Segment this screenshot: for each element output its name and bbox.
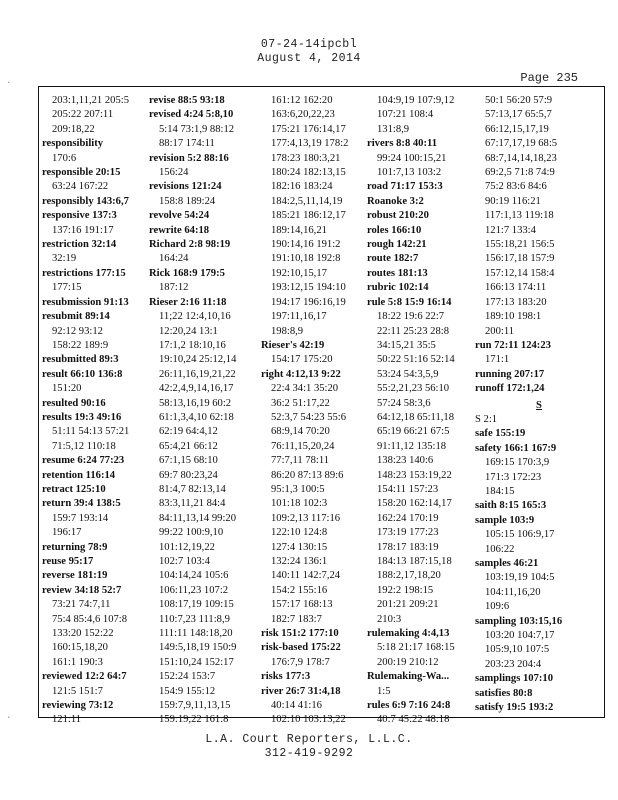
index-entry-continuation: 77:7,11 78:11 bbox=[271, 455, 330, 467]
index-entry: rubric 102:14 bbox=[367, 282, 429, 294]
index-entry: safe 155:19 bbox=[475, 428, 526, 440]
index-entry: right 4:12,13 9:22 bbox=[261, 368, 341, 380]
index-entry-continuation: 99:22 100:9,10 bbox=[159, 527, 224, 539]
index-entry-continuation: 11;22 12:4,10,16 bbox=[159, 311, 231, 323]
index-entry-continuation: 111:11 148:18,20 bbox=[159, 628, 233, 640]
index-entry: run 72:11 124:23 bbox=[475, 339, 551, 351]
index-entry-continuation: 205:22 207:11 bbox=[52, 109, 114, 121]
index-entry-continuation: 90:19 116:21 bbox=[485, 195, 541, 207]
footer-phone: 312-419-9292 bbox=[264, 747, 354, 760]
index-entry-continuation: 200:19 210:12 bbox=[377, 656, 439, 668]
index-entry-continuation: 127:4 130:15 bbox=[271, 541, 328, 553]
index-entry-continuation: 164:24 bbox=[159, 253, 189, 265]
index-entry-continuation: 161:1 190:3 bbox=[52, 656, 103, 668]
index-entry-continuation: 5:14 73:1,9 88:12 bbox=[159, 123, 235, 135]
index-entry-continuation: 137:16 191:17 bbox=[52, 224, 114, 236]
index-entry-continuation: 42:2,4,9,14,16,17 bbox=[159, 383, 234, 395]
index-entry-continuation: 175:21 176:14,17 bbox=[271, 123, 346, 135]
index-entry-continuation: 117:1,13 119:18 bbox=[485, 210, 554, 222]
index-entry-continuation: 148:23 153:19,22 bbox=[377, 469, 452, 481]
index-entry-continuation: 182:7 183:7 bbox=[271, 613, 322, 625]
index-entry-continuation: 191:10,18 192:8 bbox=[271, 253, 341, 265]
index-entry: satisfy 19:5 193:2 bbox=[475, 702, 554, 714]
index-entry-continuation: 57:24 58:3,6 bbox=[377, 397, 431, 409]
index-entry: returning 78:9 bbox=[42, 541, 108, 553]
index-entry-continuation: 152:24 153:7 bbox=[159, 671, 216, 683]
index-entry-continuation: 166:13 174:11 bbox=[485, 282, 547, 294]
index-entry-continuation: 171:1 bbox=[485, 354, 510, 366]
index-entry: running 207:17 bbox=[475, 368, 545, 380]
index-entry: S 2:1 bbox=[475, 413, 498, 425]
index-entry: rewrite 64:18 bbox=[149, 224, 210, 236]
index-entry-continuation: 61:1,3,4,10 62:18 bbox=[159, 411, 234, 423]
index-entry-continuation: 157:12,14 158:4 bbox=[485, 267, 555, 279]
index-entry: Rieser 2:16 11:18 bbox=[149, 296, 227, 308]
index-entry: resume 6:24 77:23 bbox=[42, 455, 125, 467]
index-entry-continuation: 209:18,22 bbox=[52, 123, 95, 135]
index-entry-continuation: 138:23 140:6 bbox=[377, 455, 434, 467]
index-entry-continuation: 75:2 83:6 84:6 bbox=[485, 181, 547, 193]
index-entry: reuse 95:17 bbox=[42, 556, 94, 567]
index-entry-continuation: 50:1 56:20 57:9 bbox=[485, 95, 553, 106]
index-entry-continuation: 177:4,13,19 178:2 bbox=[271, 138, 349, 150]
index-entry: result 66:10 136:8 bbox=[42, 368, 123, 380]
index-entry-continuation: 55:2,21,23 56:10 bbox=[377, 383, 450, 395]
index-entry-continuation: 86:20 87:13 89:6 bbox=[271, 469, 344, 481]
index-entry: resubmit 89:14 bbox=[42, 311, 110, 323]
index-entry-continuation: 32:19 bbox=[52, 253, 77, 265]
index-entry: rule 5:8 15:9 16:14 bbox=[367, 296, 452, 308]
index-entry-continuation: 154:2 155:16 bbox=[271, 584, 328, 596]
index-entry-continuation: 26:11,16,19,21,22 bbox=[159, 368, 236, 380]
index-entry-continuation: 67:17,17,19 68:5 bbox=[485, 138, 558, 150]
index-entry: satisfies 80:8 bbox=[475, 687, 533, 699]
index-entry-continuation: 106:11,23 107:2 bbox=[159, 584, 229, 596]
index-entry-continuation: 101:12,19,22 bbox=[159, 541, 215, 553]
index-entry-continuation: 203:1,11,21 205:5 bbox=[52, 95, 130, 106]
index-entry-continuation: 107:21 108:4 bbox=[377, 109, 434, 121]
index-entry-continuation: 178:17 183:19 bbox=[377, 541, 439, 553]
index-entry: runoff 172:1,24 bbox=[475, 383, 545, 395]
index-entry-continuation: 102:10 103:13,22 bbox=[271, 714, 346, 726]
index-entry-continuation: 198:8,9 bbox=[271, 325, 304, 337]
index-entry-continuation: 22:4 34:1 35:20 bbox=[271, 383, 339, 395]
index-entry: routes 181:13 bbox=[367, 267, 428, 279]
index-entry-continuation: 104:14,24 105:6 bbox=[159, 570, 229, 582]
index-entry-continuation: 81:4,7 82:13,14 bbox=[159, 483, 226, 495]
index-entry-continuation: 91:11,12 135:18 bbox=[377, 440, 447, 452]
index-entry: road 71:17 153:3 bbox=[367, 181, 443, 193]
index-entry-continuation: 68:7,14,14,18,23 bbox=[485, 152, 557, 164]
index-entry-continuation: 12:20,24 13:1 bbox=[159, 325, 218, 337]
index-entry-continuation: 103:20 104:7,17 bbox=[485, 630, 555, 642]
index-entry-continuation: 159:7,9,11,13,15 bbox=[159, 700, 231, 712]
index-entry-continuation: 66:12,15,17,19 bbox=[485, 123, 549, 135]
index-entry-continuation: 196:17 bbox=[52, 527, 82, 539]
index-entry-continuation: 157:17 168:13 bbox=[271, 599, 333, 611]
margin-tick: · bbox=[6, 713, 12, 723]
index-entry-continuation: 173:19 177:23 bbox=[377, 527, 439, 539]
margin-tick: · bbox=[6, 78, 12, 88]
index-entry-continuation: 159:7 193:14 bbox=[52, 512, 109, 524]
index-entry: safety 166:1 167:9 bbox=[475, 442, 557, 454]
index-entry-continuation: 169:15 170:3,9 bbox=[485, 457, 550, 469]
index-entry: reviewed 12:2 64:7 bbox=[42, 671, 127, 683]
index-entry-continuation: 105:15 106:9,17 bbox=[485, 529, 555, 541]
index-entry-continuation: 194:17 196:16,19 bbox=[271, 296, 346, 308]
index-entry-continuation: 151:10,24 152:17 bbox=[159, 656, 234, 668]
index-entry-continuation: 105:9,10 107:5 bbox=[485, 644, 550, 656]
index-entry-continuation: 53:24 54:3,5,9 bbox=[377, 368, 439, 380]
header-date: August 4, 2014 bbox=[257, 52, 361, 65]
index-entry: Rulemaking-Wa... bbox=[367, 671, 450, 683]
index-entry-continuation: 36:2 51:17,22 bbox=[271, 397, 330, 409]
index-entry: sampling 103:15,16 bbox=[475, 615, 563, 627]
index-entry-continuation: 83:3,11,21 84:4 bbox=[159, 498, 226, 510]
index-entry-continuation: 192:10,15,17 bbox=[271, 267, 327, 279]
index-entry-continuation: 178:23 180:3,21 bbox=[271, 152, 341, 164]
index-entry-continuation: 158:20 162:14,17 bbox=[377, 498, 452, 510]
index-entry: saith 8:15 165:3 bbox=[475, 500, 547, 512]
index-entry-continuation: 17:1,2 18:10,16 bbox=[159, 339, 226, 351]
index-column-4 bbox=[367, 94, 474, 726]
index-entry-continuation: 121:11 bbox=[52, 714, 82, 726]
index-entry: retention 116:14 bbox=[42, 469, 116, 481]
index-entry-continuation: 156:24 bbox=[159, 167, 189, 179]
index-entry-continuation: 158:8 189:24 bbox=[159, 195, 216, 207]
index-entry-continuation: 177:13 183:20 bbox=[485, 296, 547, 308]
index-entry-continuation: 106:22 bbox=[485, 543, 515, 555]
index-entry: responsive 137:3 bbox=[42, 210, 117, 222]
index-entry: revise 88:5 93:18 bbox=[149, 95, 225, 106]
index-entry: review 34:18 52:7 bbox=[42, 584, 122, 596]
index-entry: revolve 54:24 bbox=[149, 210, 210, 222]
index-entry-continuation: 67:1,15 68:10 bbox=[159, 455, 218, 467]
index-entry: sample 103:9 bbox=[475, 514, 535, 526]
index-entry-continuation: 108:17,19 109:15 bbox=[159, 599, 234, 611]
index-entry-continuation: 99:24 100:15,21 bbox=[377, 152, 447, 164]
index-entry-continuation: 171:3 172:23 bbox=[485, 471, 542, 483]
index-entry-continuation: 22:11 25:23 28:8 bbox=[377, 325, 449, 337]
index-entry-continuation: 75:4 85:4,6 107:8 bbox=[52, 613, 128, 625]
index-entry-continuation: 140:11 142:7,24 bbox=[271, 570, 341, 582]
index-entry: revision 5:2 88:16 bbox=[149, 152, 229, 164]
index-entry-continuation: 133:20 152:22 bbox=[52, 628, 114, 640]
index-entry-continuation: 104:11,16,20 bbox=[485, 586, 541, 598]
index-entry-continuation: 180:24 182:13,15 bbox=[271, 167, 346, 179]
index-entry: Richard 2:8 98:19 bbox=[149, 239, 231, 251]
index-entry: revised 4:24 5:8,10 bbox=[149, 109, 234, 121]
index-entry-continuation: 73:21 74:7,11 bbox=[52, 599, 111, 611]
index-entry: retract 125:10 bbox=[42, 483, 106, 495]
index-entry-continuation: 69:2,5 71:8 74:9 bbox=[485, 167, 555, 179]
index-entry: reverse 181:19 bbox=[42, 570, 108, 582]
index-entry: samplings 107:10 bbox=[475, 673, 553, 685]
index-entry-continuation: 63:24 167:22 bbox=[52, 181, 109, 193]
index-entry-continuation: 188:2,17,18,20 bbox=[377, 570, 441, 582]
index-entry-continuation: 101:18 102:3 bbox=[271, 498, 328, 510]
index-entry-continuation: 190:14,16 191:2 bbox=[271, 239, 341, 251]
index-entry-continuation: 122:10 124:8 bbox=[271, 527, 328, 539]
index-entry-continuation: 64:12,18 65:11,18 bbox=[377, 411, 455, 423]
index-entry-continuation: 68:9,14 70:20 bbox=[271, 426, 330, 438]
index-entry-continuation: 203:23 204:4 bbox=[485, 658, 542, 670]
index-entry-continuation: 88:17 174:11 bbox=[159, 138, 215, 150]
index-entry: resulted 90:16 bbox=[42, 397, 106, 409]
index-entry-continuation: 156:17,18 157:9 bbox=[485, 253, 555, 265]
index-entry-continuation: 5:18 21:17 168:15 bbox=[377, 642, 455, 654]
index-entry: revisions 121:24 bbox=[149, 181, 222, 193]
index-entry-continuation: 132:24 136:1 bbox=[271, 556, 328, 567]
index-entry-continuation: 65:19 66:21 67:5 bbox=[377, 426, 450, 438]
index-entry-continuation: 40:7 45:22 48:18 bbox=[377, 714, 450, 726]
index-entry-continuation: 210:3 bbox=[377, 613, 402, 625]
index-entry: resubmission 91:13 bbox=[42, 296, 129, 308]
index-column-1 bbox=[42, 94, 143, 726]
index-entry-continuation: 110:7,23 111:8,9 bbox=[159, 613, 230, 625]
index-entry-continuation: 19:10,24 25:12,14 bbox=[159, 354, 237, 366]
index-entry: rules 6:9 7:16 24:8 bbox=[367, 700, 451, 712]
index-entry-continuation: 170:6 bbox=[52, 152, 77, 164]
index-entry-continuation: 185:21 186:12,17 bbox=[271, 210, 346, 222]
index-entry-continuation: 184:2,5,11,14,19 bbox=[271, 195, 343, 207]
index-entry-continuation: 158:22 189:9 bbox=[52, 339, 109, 351]
index-entry-continuation: 109:6 bbox=[485, 601, 510, 613]
index-entry-continuation: 176:7,9 178:7 bbox=[271, 656, 330, 668]
index-entry-continuation: 40:14 41:16 bbox=[271, 700, 322, 712]
index-entry-continuation: 50:22 51:16 52:14 bbox=[377, 354, 455, 366]
index-entry-continuation: 92:12 93:12 bbox=[52, 325, 103, 337]
index-entry: reviewing 73:12 bbox=[42, 700, 114, 712]
index-entry: resubmitted 89:3 bbox=[42, 354, 119, 366]
index-column-2 bbox=[149, 94, 257, 726]
index-entry: responsible 20:15 bbox=[42, 167, 121, 179]
index-entry-continuation: 149:5,18,19 150:9 bbox=[159, 642, 237, 654]
index-entry-continuation: 192:2 198:15 bbox=[377, 584, 434, 596]
index-entry-continuation: 121:7 133:4 bbox=[485, 224, 536, 236]
index-entry-continuation: 154:17 175:20 bbox=[271, 354, 333, 366]
index-entry: restrictions 177:15 bbox=[42, 267, 126, 279]
index-entry-continuation: 51:11 54:13 57:21 bbox=[52, 426, 130, 438]
index-entry-continuation: 163:6,20,22,23 bbox=[271, 109, 335, 121]
index-entry-continuation: 102:7 103:4 bbox=[159, 556, 210, 567]
index-entry-continuation: 95:1,3 100:5 bbox=[271, 483, 325, 495]
index-entry-continuation: 58:13,16,19 60:2 bbox=[159, 397, 232, 409]
index-entry-continuation: 103:19,19 104:5 bbox=[485, 572, 555, 584]
index-entry: Roanoke 3:2 bbox=[367, 195, 424, 207]
section-letter-heading: S bbox=[536, 399, 542, 411]
index-entry-continuation: 159:19,22 161:8 bbox=[159, 714, 229, 726]
index-entry-continuation: 131:8,9 bbox=[377, 123, 410, 135]
index-entry-continuation: 1:5 bbox=[377, 685, 391, 697]
index-entry: responsibly 143:6,7 bbox=[42, 195, 129, 207]
index-entry-continuation: 121:5 151:7 bbox=[52, 685, 103, 697]
index-entry: responsibility bbox=[42, 138, 104, 150]
index-entry-continuation: 65:4,21 66:12 bbox=[159, 440, 218, 452]
index-entry: river 26:7 31:4,18 bbox=[261, 685, 341, 697]
index-entry-continuation: 62:19 64:4,12 bbox=[159, 426, 218, 438]
index-entry: risk-based 175:22 bbox=[261, 642, 341, 654]
index-entry: risks 177:3 bbox=[261, 671, 311, 683]
index-entry-continuation: 154:9 155:12 bbox=[159, 685, 216, 697]
index-entry-continuation: 52:3,7 54:23 55:6 bbox=[271, 411, 347, 423]
index-entry-continuation: 177:15 bbox=[52, 282, 82, 294]
index-column-5 bbox=[475, 94, 603, 714]
index-entry-continuation: 155:18,21 156:5 bbox=[485, 239, 555, 251]
index-entry-continuation: 197:11,16,17 bbox=[271, 311, 327, 323]
index-entry-continuation: 160:15,18,20 bbox=[52, 642, 108, 654]
index-entry-continuation: 184:13 187:15,18 bbox=[377, 556, 452, 567]
index-entry-continuation: 76:11,15,20,24 bbox=[271, 440, 335, 452]
index-entry-continuation: 201:21 209:21 bbox=[377, 599, 439, 611]
index-entry: Rick 168:9 179:5 bbox=[149, 267, 225, 279]
index-entry-continuation: 189:10 198:1 bbox=[485, 311, 542, 323]
index-entry-continuation: 182:16 183:24 bbox=[271, 181, 333, 193]
index-entry: roles 166:10 bbox=[367, 224, 422, 236]
index-entry: samples 46:21 bbox=[475, 558, 539, 569]
header-case-id: 07-24-14ipcbl bbox=[260, 38, 358, 51]
index-entry-continuation: 200:11 bbox=[485, 325, 515, 337]
index-entry-continuation: 109:2,13 117:16 bbox=[271, 512, 341, 524]
index-entry-continuation: 187:12 bbox=[159, 282, 189, 294]
index-entry: restriction 32:14 bbox=[42, 239, 117, 251]
index-entry-continuation: 161:12 162:20 bbox=[271, 95, 333, 106]
index-entry-continuation: 84:11,13,14 99:20 bbox=[159, 512, 237, 524]
index-entry-continuation: 69:7 80:23,24 bbox=[159, 469, 218, 481]
index-entry-continuation: 57:13,17 65:5,7 bbox=[485, 109, 552, 121]
index-entry-continuation: 101:7,13 103:2 bbox=[377, 167, 442, 179]
footer-reporter: L.A. Court Reporters, L.L.C. bbox=[205, 733, 413, 746]
index-entry-continuation: 162:24 170:19 bbox=[377, 512, 439, 524]
index-entry: Rieser's 42:19 bbox=[261, 339, 325, 351]
index-entry-continuation: 184:15 bbox=[485, 485, 515, 497]
index-entry-continuation: 18:22 19:6 22:7 bbox=[377, 311, 445, 323]
index-column-3 bbox=[261, 94, 366, 726]
index-entry: return 39:4 138:5 bbox=[42, 498, 121, 510]
index-entry: rough 142:21 bbox=[367, 239, 427, 251]
index-entry: rulemaking 4:4,13 bbox=[367, 628, 450, 640]
index-entry: risk 151:2 177:10 bbox=[261, 628, 339, 640]
index-entry-continuation: 193:12,15 194:10 bbox=[271, 282, 346, 294]
index-entry-continuation: 189:14,16,21 bbox=[271, 224, 327, 236]
index-entry: route 182:7 bbox=[367, 253, 419, 265]
index-entry-continuation: 104:9,19 107:9,12 bbox=[377, 95, 455, 106]
index-entry: robust 210:20 bbox=[367, 210, 429, 222]
index-entry-continuation: 71:5,12 110:18 bbox=[52, 440, 116, 452]
index-entry: results 19:3 49:16 bbox=[42, 411, 122, 423]
index-entry: rivers 8:8 40:11 bbox=[367, 138, 438, 150]
index-entry-continuation: 34:15,21 35:5 bbox=[377, 339, 436, 351]
index-entry-continuation: 151:20 bbox=[52, 383, 82, 395]
page-number: Page 235 bbox=[520, 71, 578, 85]
index-entry-continuation: 154:11 157:23 bbox=[377, 483, 439, 495]
